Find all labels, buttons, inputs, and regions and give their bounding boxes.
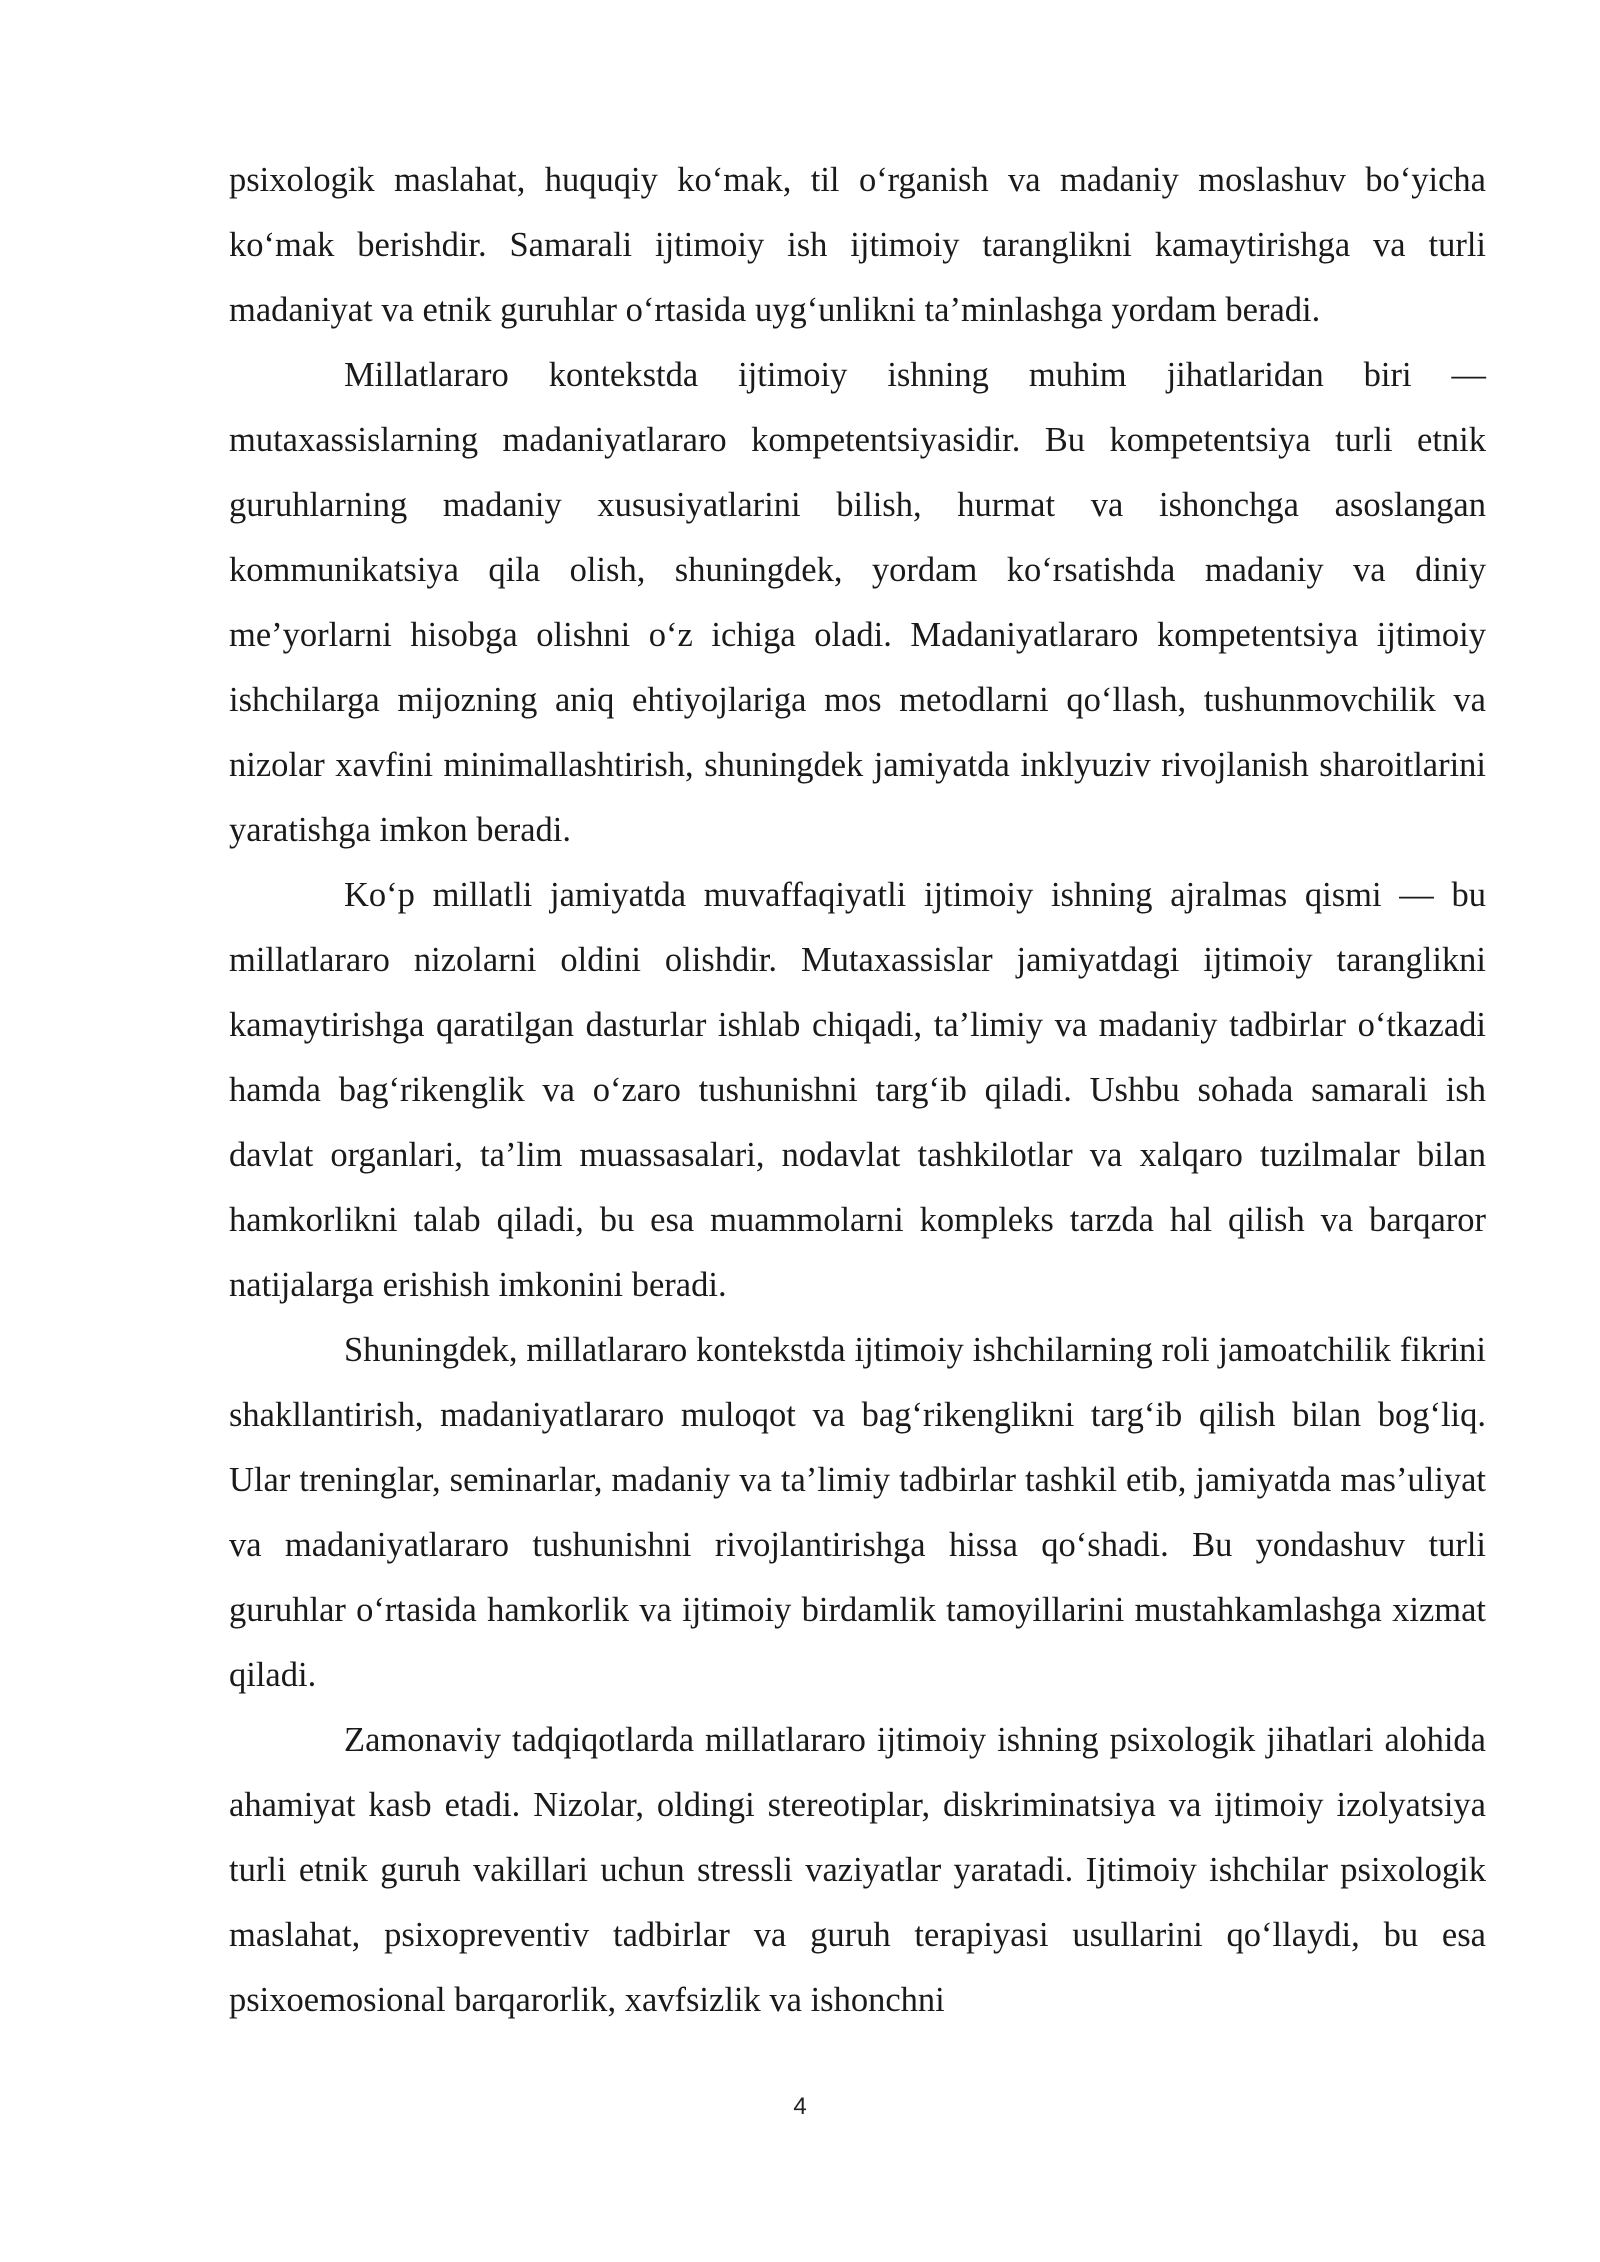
paragraph-continuation: psixologik maslahat, huquqiy ko‘mak, til o‘rganish va madaniy moslashuv bo‘yicha ko‘mak berishdir. Samarali ijtimoiy ish ijtimoiy taranglikni kamaytirishga va turli madaniyat va etnik guruhlar o‘rtasida uyg‘unlikni ta’minlashga yordam beradi. [229, 161, 1486, 329]
paragraph-intercultural-competence: Millatlararo kontekstda ijtimoiy ishning muhim jihatlaridan biri — mutaxassislarning madaniyatlararo kompetentsiyasidir. Bu kompetentsiya turli etnik guruhlarning madaniy xususiyatlarini bilish, hurmat va ishonchga asoslangan kommunikatsiya qila olish, shuningdek, yordam ko‘rsatishda madaniy va diniy me’yorlarni hisobga olishni o‘z ichiga oladi. Madaniyatlararo kompetentsiya ijtimoiy ishchilarga mijozning aniq ehtiyojlariga mos metodlarni qo‘llash, tushunmovchilik va nizolar xavfini minimallashtirish, shuningdek jamiyatda inklyuziv rivojlanish sharoitlarini yaratishga imkon beradi. [229, 356, 1486, 849]
paragraph-psychological-aspects: Zamonaviy tadqiqotlarda millatlararo ijtimoiy ishning psixologik jihatlari alohida ahamiyat kasb etadi. Nizolar, oldingi stereotiplar, diskriminatsiya va ijtimoiy izolyatsiya turli etnik guruh vakillari uchun stressli vaziyatlar yaratadi. Ijtimoiy ishchilar psixologik maslahat, psixopreventiv tadbirlar va guruh terapiyasi usullarini qo‘llaydi, bu esa psixoemosional barqarorlik, xavfsizlik va ishonchni [229, 1721, 1486, 2019]
paragraph-public-opinion: Shuningdek, millatlararo kontekstda ijtimoiy ishchilarning roli jamoatchilik fikrini shakllantirish, madaniyatlararo muloqot va bag‘rikenglikni targ‘ib qilish bilan bog‘liq. Ular treninglar, seminarlar, madaniy va ta’limiy tadbirlar tashkil etib, jamiyatda mas’uliyat va madaniyatlararo tushunishni rivojlantirishga hissa qo‘shadi. Bu yondashuv turli guruhlar o‘rtasida hamkorlik va ijtimoiy birdamlik tamoyillarini mustahkamlashga xizmat qiladi. [229, 1331, 1486, 1694]
page-number: 4 [793, 2093, 807, 2120]
paragraph-conflict-prevention: Ko‘p millatli jamiyatda muvaffaqiyatli ijtimoiy ishning ajralmas qismi — bu millatlararo nizolarni oldini olishdir. Mutaxassislar jamiyatdagi ijtimoiy taranglikni kamaytirishga qaratilgan dasturlar ishlab chiqadi, ta’limiy va madaniy tadbirlar o‘tkazadi hamda bag‘rikenglik va o‘zaro tushunishni targ‘ib qiladi. Ushbu sohada samarali ish davlat organlari, ta’lim muassasalari, nodavlat tashkilotlar va xalqaro tuzilmalar bilan hamkorlikni talab qiladi, bu esa muammolarni kompleks tarzda hal qilish va barqaror natijalarga erishish imkonini beradi. [229, 876, 1486, 1304]
body-text [229, 148, 1486, 2033]
